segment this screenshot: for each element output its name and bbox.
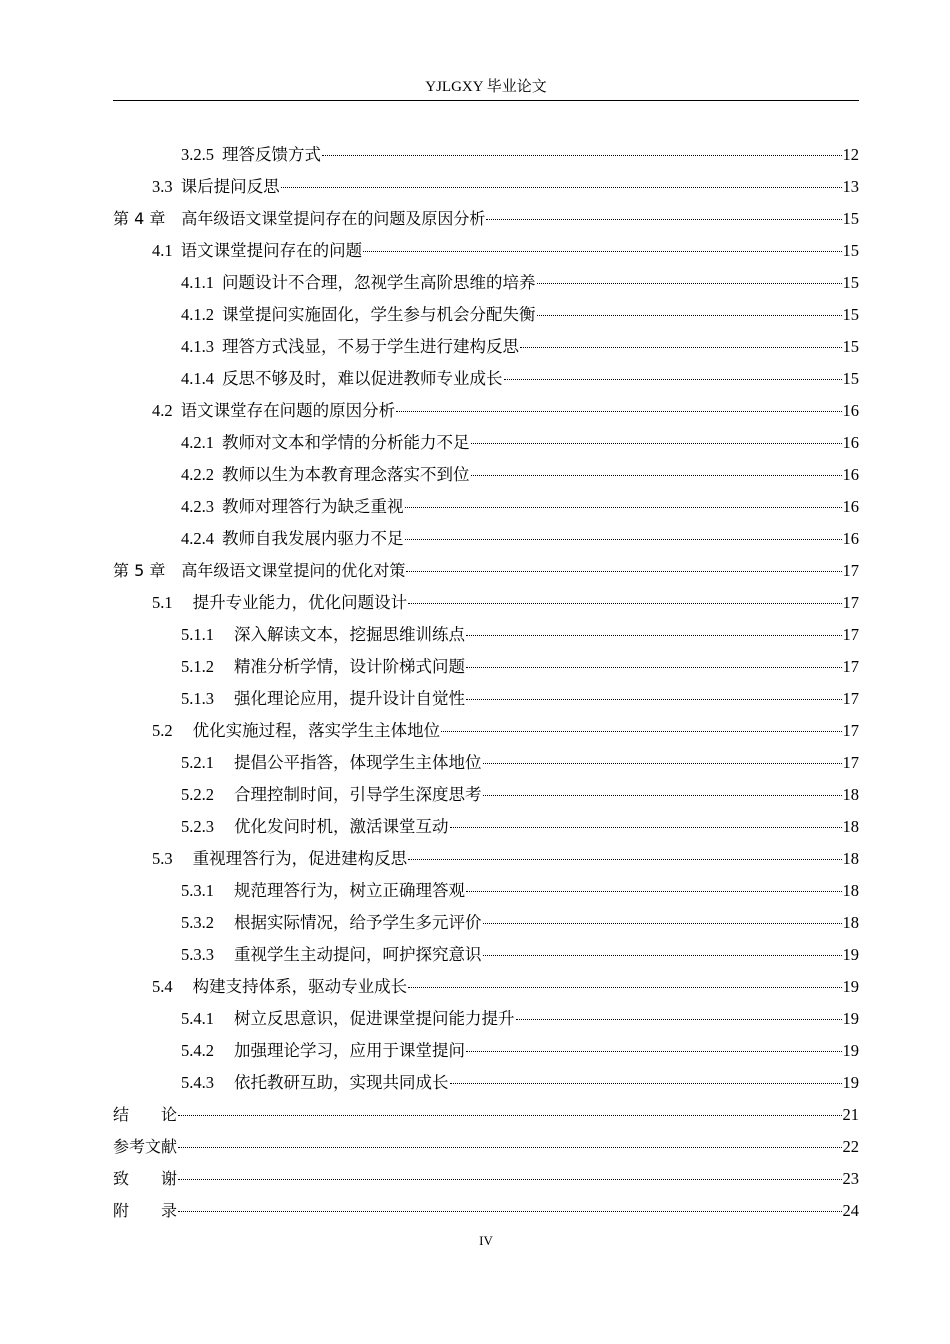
toc-entry[interactable]	[113, 205, 859, 237]
toc-dot-leader	[178, 1114, 841, 1116]
toc-entry-page: 12	[842, 145, 859, 164]
toc-dot-leader	[516, 1018, 842, 1020]
toc-entry-number: 4.2	[152, 401, 173, 420]
toc-entry-title: 致 谢	[113, 1169, 178, 1188]
toc-entry-title: 高年级语文课堂提问存在的问题及原因分析	[181, 209, 486, 228]
toc-entry-page: 15	[842, 209, 859, 228]
toc-dot-leader	[483, 794, 842, 796]
toc-entry[interactable]	[113, 909, 859, 941]
toc-entry-number: 4.1	[152, 241, 173, 260]
toc-entry[interactable]	[113, 973, 859, 1005]
toc-dot-leader	[483, 762, 842, 764]
toc-dot-leader	[450, 1082, 842, 1084]
toc-entry-number: 4.1.4	[181, 369, 214, 388]
toc-entry-number: 5.4.3	[181, 1073, 214, 1092]
toc-entry-title: 高年级语文课堂提问的优化对策	[181, 561, 406, 580]
toc-entry[interactable]	[113, 1101, 859, 1133]
toc-dot-leader	[466, 1050, 842, 1052]
toc-dot-leader	[405, 506, 842, 508]
toc-dot-leader	[483, 922, 842, 924]
toc-entry-title: 提升专业能力，优化问题设计	[192, 593, 408, 612]
toc-entry-page: 17	[842, 625, 859, 644]
toc-entry-page: 18	[842, 785, 859, 804]
toc-dot-leader	[408, 986, 841, 988]
toc-entry-number: 5.1.3	[181, 689, 214, 708]
toc-entry[interactable]	[113, 269, 859, 301]
toc-entry-title: 深入解读文本，挖掘思维训练点	[234, 625, 465, 644]
toc-dot-leader	[520, 346, 842, 348]
toc-entry-title: 课后提问反思	[180, 177, 280, 196]
toc-entry-title: 优化发问时机，激活课堂互动	[234, 817, 449, 836]
toc-entry[interactable]	[113, 173, 859, 205]
toc-entry[interactable]	[113, 845, 859, 877]
toc-entry-number: 第 5 章	[113, 561, 166, 580]
toc-entry-number: 4.2.2	[181, 465, 214, 484]
toc-entry-number: 4.2.3	[181, 497, 214, 516]
toc-entry-number: 4.1.3	[181, 337, 214, 356]
toc-entry-number: 4.2.4	[181, 529, 214, 548]
toc-entry-number: 4.1.1	[181, 273, 214, 292]
toc-entry-number: 5.4.2	[181, 1041, 214, 1060]
toc-entry-page: 17	[842, 657, 859, 676]
toc-entry-title: 问题设计不合理，忽视学生高阶思维的培养	[222, 273, 536, 292]
header-rule	[113, 100, 859, 101]
toc-entry[interactable]	[113, 461, 859, 493]
toc-entry[interactable]	[113, 589, 859, 621]
toc-entry-page: 17	[842, 689, 859, 708]
toc-entry-number: 5.3.2	[181, 913, 214, 932]
toc-entry-number: 5.1.2	[181, 657, 214, 676]
toc-entry-number: 5.2.1	[181, 753, 214, 772]
toc-entry[interactable]	[113, 237, 859, 269]
toc-entry-page: 19	[842, 945, 859, 964]
toc-entry-page: 17	[842, 753, 859, 772]
toc-entry-title: 附 录	[113, 1201, 178, 1220]
toc-dot-leader	[408, 858, 841, 860]
toc-entry-number: 5.3	[152, 849, 173, 868]
toc-entry-number: 3.3	[152, 177, 173, 196]
toc-entry-page: 18	[842, 849, 859, 868]
toc-entry-title: 构建支持体系，驱动专业成长	[192, 977, 408, 996]
toc-entry-number: 3.2.5	[181, 145, 214, 164]
toc-dot-leader	[178, 1178, 841, 1180]
toc-entry-title: 理答方式浅显，不易于学生进行建构反思	[222, 337, 519, 356]
toc-entry-page: 16	[842, 465, 859, 484]
toc-entry[interactable]	[113, 653, 859, 685]
toc-dot-leader	[363, 250, 841, 252]
toc-entry[interactable]	[113, 333, 859, 365]
toc-dot-leader	[405, 538, 842, 540]
toc-entry-page: 16	[842, 433, 859, 452]
toc-entry[interactable]	[113, 1197, 859, 1229]
toc-entry[interactable]	[113, 557, 859, 589]
toc-entry-title: 根据实际情况，给予学生多元评价	[234, 913, 482, 932]
page-header: YJLGXY 毕业论文	[425, 79, 547, 95]
toc-entry-number: 5.1	[152, 593, 173, 612]
toc-entry-title: 结 论	[113, 1105, 178, 1124]
toc-dot-leader	[281, 186, 842, 188]
toc-dot-leader	[322, 154, 842, 156]
toc-entry-page: 18	[842, 913, 859, 932]
toc-entry-title: 加强理论学习，应用于课堂提问	[234, 1041, 465, 1060]
toc-dot-leader	[466, 890, 842, 892]
toc-entry[interactable]	[113, 941, 859, 973]
toc-entry-page: 16	[842, 529, 859, 548]
toc-entry-page: 15	[842, 305, 859, 324]
toc-entry-title: 课堂提问实施固化，学生参与机会分配失衡	[222, 305, 536, 324]
toc-entry-title: 树立反思意识，促进课堂提问能力提升	[234, 1009, 515, 1028]
toc-entry-title: 强化理论应用，提升设计自觉性	[234, 689, 465, 708]
toc-entry-number: 5.3.1	[181, 881, 214, 900]
toc-dot-leader	[471, 474, 842, 476]
toc-entry[interactable]	[113, 525, 859, 557]
toc-entry-page: 17	[842, 561, 859, 580]
toc-entry[interactable]	[113, 301, 859, 333]
toc-dot-leader	[466, 666, 842, 668]
toc-entry-title: 教师对理答行为缺乏重视	[222, 497, 404, 516]
toc-entry-number: 5.2.2	[181, 785, 214, 804]
toc-entry-page: 16	[842, 401, 859, 420]
toc-entry[interactable]	[113, 1005, 859, 1037]
toc-dot-leader	[486, 218, 841, 220]
toc-entry[interactable]	[113, 877, 859, 909]
toc-entry-page: 18	[842, 817, 859, 836]
toc-entry-title: 理答反馈方式	[222, 145, 321, 164]
toc-entry-page: 15	[842, 241, 859, 260]
toc-entry[interactable]	[113, 717, 859, 749]
toc-dot-leader	[178, 1210, 841, 1212]
toc-entry[interactable]	[113, 1069, 859, 1101]
toc-entry-number: 5.2	[152, 721, 173, 740]
toc-entry-title: 重视理答行为，促进建构反思	[192, 849, 408, 868]
toc-dot-leader	[504, 378, 842, 380]
toc-dot-leader	[178, 1146, 841, 1148]
toc-entry[interactable]	[113, 365, 859, 397]
toc-entry-page: 17	[842, 593, 859, 612]
toc-entry-number: 5.1.1	[181, 625, 214, 644]
toc-entry-page: 19	[842, 1073, 859, 1092]
toc-dot-leader	[450, 826, 842, 828]
toc-entry-title: 精准分析学情，设计阶梯式问题	[234, 657, 465, 676]
toc-entry-number: 5.2.3	[181, 817, 214, 836]
toc-entry[interactable]	[113, 749, 859, 781]
toc-entry-page: 18	[842, 881, 859, 900]
toc-entry-title: 教师对文本和学情的分析能力不足	[222, 433, 470, 452]
toc-entry-page: 17	[842, 721, 859, 740]
toc-dot-leader	[408, 602, 841, 604]
toc-entry-title: 依托教研互助，实现共同成长	[234, 1073, 449, 1092]
toc-dot-leader	[471, 442, 842, 444]
toc-entry-page: 19	[842, 977, 859, 996]
toc-entry-page: 22	[842, 1137, 859, 1156]
toc-entry-page: 23	[842, 1169, 859, 1188]
toc-entry-title: 教师自我发展内驱力不足	[222, 529, 404, 548]
toc-entry[interactable]	[113, 1165, 859, 1197]
toc-entry[interactable]	[113, 1133, 859, 1165]
toc-entry-title: 语文课堂存在问题的原因分析	[180, 401, 396, 420]
toc-entry-page: 19	[842, 1041, 859, 1060]
toc-entry[interactable]	[113, 397, 859, 429]
toc-dot-leader	[537, 314, 842, 316]
toc-entry-number: 4.2.1	[181, 433, 214, 452]
toc-dot-leader	[483, 954, 842, 956]
toc-entry-title: 教师以生为本教育理念落实不到位	[222, 465, 470, 484]
page-number: IV	[479, 1233, 493, 1248]
toc-entry-title: 反思不够及时，难以促进教师专业成长	[222, 369, 503, 388]
toc-dot-leader	[466, 698, 842, 700]
toc-dot-leader	[441, 730, 841, 732]
toc-entry[interactable]	[113, 621, 859, 653]
toc-entry-title: 规范理答行为，树立正确理答观	[234, 881, 465, 900]
toc-entry-page: 19	[842, 1009, 859, 1028]
toc-entry[interactable]	[113, 493, 859, 525]
toc-entry-title: 重视学生主动提问，呵护探究意识	[234, 945, 482, 964]
toc-entry-title: 提倡公平指答，体现学生主体地位	[234, 753, 482, 772]
toc-entry-page: 15	[842, 337, 859, 356]
toc-entry-page: 21	[842, 1105, 859, 1124]
toc-entry-page: 15	[842, 369, 859, 388]
toc-entry-title: 合理控制时间，引导学生深度思考	[234, 785, 482, 804]
toc-entry[interactable]	[113, 813, 859, 845]
toc-entry-title: 参考文献	[113, 1137, 178, 1156]
toc-entry[interactable]	[113, 1037, 859, 1069]
toc-entry-page: 13	[842, 177, 859, 196]
toc-entry-page: 15	[842, 273, 859, 292]
toc-entry[interactable]	[113, 685, 859, 717]
toc-entry-number: 5.4	[152, 977, 173, 996]
toc-entry-number: 4.1.2	[181, 305, 214, 324]
toc-entry-title: 语文课堂提问存在的问题	[180, 241, 363, 260]
toc-entry-page: 24	[842, 1201, 859, 1220]
toc-entry[interactable]	[113, 141, 859, 173]
toc-dot-leader	[396, 410, 841, 412]
toc-entry-number: 5.4.1	[181, 1009, 214, 1028]
toc-dot-leader	[406, 570, 841, 572]
toc-entry-page: 16	[842, 497, 859, 516]
toc-dot-leader	[466, 634, 842, 636]
toc-dot-leader	[537, 282, 842, 284]
table-of-contents	[113, 141, 859, 1229]
toc-entry-number: 第 4 章	[113, 209, 166, 228]
toc-entry[interactable]	[113, 429, 859, 461]
toc-entry-number: 5.3.3	[181, 945, 214, 964]
toc-entry-title: 优化实施过程，落实学生主体地位	[192, 721, 441, 740]
toc-entry[interactable]	[113, 781, 859, 813]
